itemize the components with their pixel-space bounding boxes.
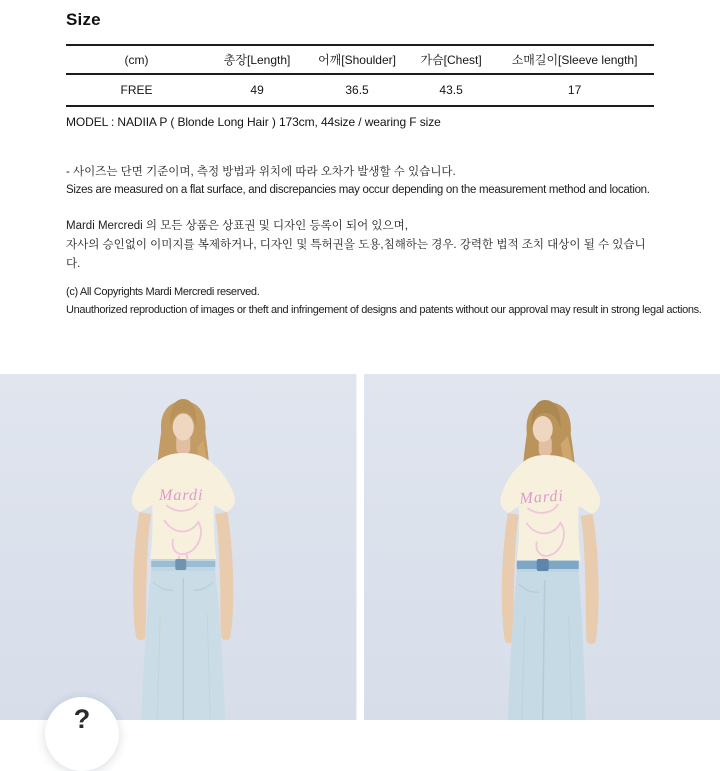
size-table [66, 44, 654, 107]
size-table-col-shoulder: 어깨[Shoulder] [307, 51, 407, 68]
model-info: MODEL : NADIIA P ( Blonde Long Hair ) 173cm, 44size / wearing F size [66, 115, 654, 129]
copyright-notice-korean [66, 217, 654, 274]
size-table-header-row [66, 46, 654, 75]
copyright-korean-line1: Mardi Mercredi 의 모든 상품은 상표권 및 디자인 등록이 되어 있으며, [66, 217, 654, 236]
size-name-cell: FREE [66, 83, 207, 97]
size-table-row-free [66, 75, 654, 105]
model-side-illustration [364, 374, 720, 720]
size-note-english: Sizes are measured on a flat surface, and discrepancies may occur depending on the measurement method and location. [66, 181, 654, 199]
help-chat-button[interactable] [45, 697, 119, 771]
size-table-col-chest: 가슴[Chest] [407, 51, 495, 68]
shirt-print-text: Mardi [158, 487, 203, 504]
size-table-unit-header: (cm) [66, 53, 207, 67]
product-photo-front [0, 374, 357, 720]
face [532, 416, 552, 442]
shoulder-value-cell: 36.5 [307, 83, 407, 97]
question-mark-icon: ? [74, 706, 91, 733]
sleeve-value-cell: 17 [495, 83, 654, 97]
belt-buckle [536, 559, 548, 571]
size-table-col-length: 총장[Length] [207, 51, 307, 68]
product-photo-gallery [0, 374, 720, 720]
length-value-cell: 49 [207, 83, 307, 97]
denim-skirt [507, 572, 585, 720]
belt-buckle [175, 559, 186, 570]
size-note-korean: - 사이즈는 단면 기준이며, 측정 방법과 위치에 따라 오차가 발생할 수 있습니다. [66, 163, 654, 181]
copyright-english-line1: (c) All Copyrights Mardi Mercredi reserved. [66, 283, 654, 301]
size-table-col-sleeve: 소매길이[Sleeve length] [495, 51, 654, 68]
copyright-notice-english [66, 283, 654, 319]
copyright-korean-line2: 자사의 승인없이 이미지를 복제하거나, 디자인 및 특허권을 도용,침해하는 경우. 강력한 법적 조치 대상이 될 수 있습니다. [66, 236, 654, 274]
model-front-illustration [0, 374, 357, 720]
face [173, 414, 194, 441]
size-measure-note [66, 163, 654, 199]
size-section [66, 10, 654, 319]
shirt-print-text: Mardi [518, 487, 564, 507]
copyright-english-line2: Unauthorized reproduction of images or theft and infringement of designs and patents without our approval may result in strong legal actions. [66, 301, 654, 319]
page-title: Size [66, 10, 654, 30]
chest-value-cell: 43.5 [407, 83, 495, 97]
product-photo-side [364, 374, 720, 720]
